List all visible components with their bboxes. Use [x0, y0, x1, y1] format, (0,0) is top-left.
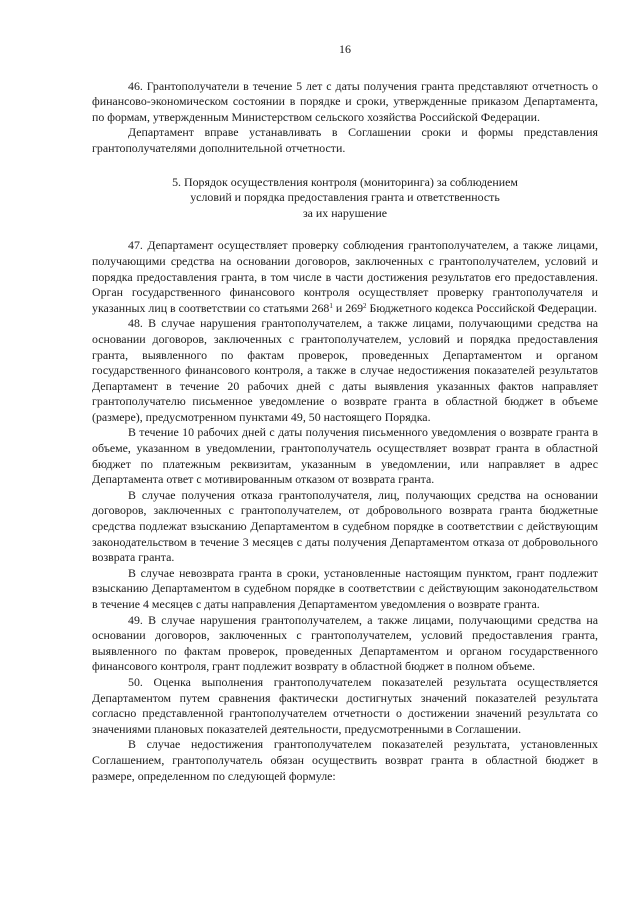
section-title [92, 175, 598, 222]
paragraph-48: 48. В случае нарушения грантополучателем, а также лицами, получающими средства на основании договоров, заключенных с грантополучателем, условий и порядка предоставления гранта, выявленного по фактам проверок, проведенных Департаментом и органом государственного финансового контроля, а также в случае недостижения показателей результатов Департамент в течение 20 рабочих дней с даты выявления указанных фактов направляет грантополучателю письменное уведомление о возврате гранта в областной бюджет в объеме (размере), предусмотренном пунктами 49, 50 настоящего Порядка. [92, 316, 598, 424]
paragraph-48-refusal: В случае получения отказа грантополучателя, лиц, получающих средства на основании договоров, заключенных с грантополучателем, от добровольного возврата гранта бюджетные средства подлежат взысканию Департаментом в судебном порядке в соответствии с действующим законодательством в течение 3 месяцев с даты получения Департаментом отказа от добровольного возврата гранта. [92, 487, 598, 565]
paragraph-48-non-return: В случае невозврата гранта в сроки, установленные настоящим пунктом, грант подлежит взысканию Департаментом в судебном порядке в соответствии с действующим законодательством в течение 4 месяцев с даты направления Департаментом уведомления о возврате гранта. [92, 565, 598, 611]
paragraph-49: 49. В случае нарушения грантополучателем, а также лицами, получающими средства на основании договоров, заключенных с грантополучателем, условий предоставления гранта, выявленного по фактам проверок, проведенных Департаментом и органом государственного финансового контроля, грант подлежит возврату в областной бюджет в полном объеме. [92, 612, 598, 674]
paragraph-50-formula-intro: В случае недостижения грантополучателем показателей результата, установленных Соглашением, грантополучатель обязан осуществить возврат гранта в областной бюджет в размере, определенном по следующей формуле: [92, 737, 598, 783]
section-title-line-2: условий и порядка предоставления гранта и ответственность [190, 190, 500, 205]
paragraph-47-text: 47. Департамент осуществляет проверку соблюдения грантополучателем, а также лицами, получающими средства на основании договоров, заключенных с грантополучателем, условий и порядка предоставления гранта, в том числе в части достижения результатов его предоставления. Орган государственного финансового контроля осуществляет проверку грантополучателя и указанных лиц в соответствии со статьями 268 [92, 238, 598, 315]
paragraph-50: 50. Оценка выполнения грантополучателем показателей результата осуществляется Департаментом путем сравнения фактически достигнутых значений показателей результата согласно представленной грантополучателем отчетности о достижении значений результата со значениями плановых показателей деятельности, предусмотренными в Соглашении. [92, 674, 598, 736]
section-title-line-3: за их нарушение [302, 205, 388, 220]
section-title-line-1: 5. Порядок осуществления контроля (мониторинга) за соблюдением [172, 174, 518, 189]
paragraph-47 [92, 238, 598, 316]
paragraph-47-end: Бюджетного кодекса Российской Федерации. [366, 300, 597, 315]
paragraph-48-refund-term: В течение 10 рабочих дней с даты получения письменного уведомления о возврате гранта в объеме, указанном в уведомлении, грантополучатель осуществляет возврат гранта в областной бюджет по платежным реквизитам, указанным в уведомлении, или направляет в адрес Департамента ответ с мотивированным отказом от возврата гранта. [92, 425, 598, 487]
article-superscript-2: 2 [363, 301, 367, 310]
paragraph-47-mid: и 269 [332, 300, 364, 315]
paragraph-46-additional: Департамент вправе устанавливать в Соглашении сроки и формы представления грантополучателями дополнительной отчетности. [92, 125, 598, 155]
article-superscript-1: 1 [329, 301, 333, 310]
paragraph-46: 46. Грантополучатели в течение 5 лет с даты получения гранта представляют отчетность о финансово-экономическом состоянии в порядке и сроки, утвержденные приказом Департамента, по формам, утвержденным Министерством сельского хозяйства Российской Федерации. [92, 78, 598, 124]
page-number: 16 [339, 42, 351, 56]
